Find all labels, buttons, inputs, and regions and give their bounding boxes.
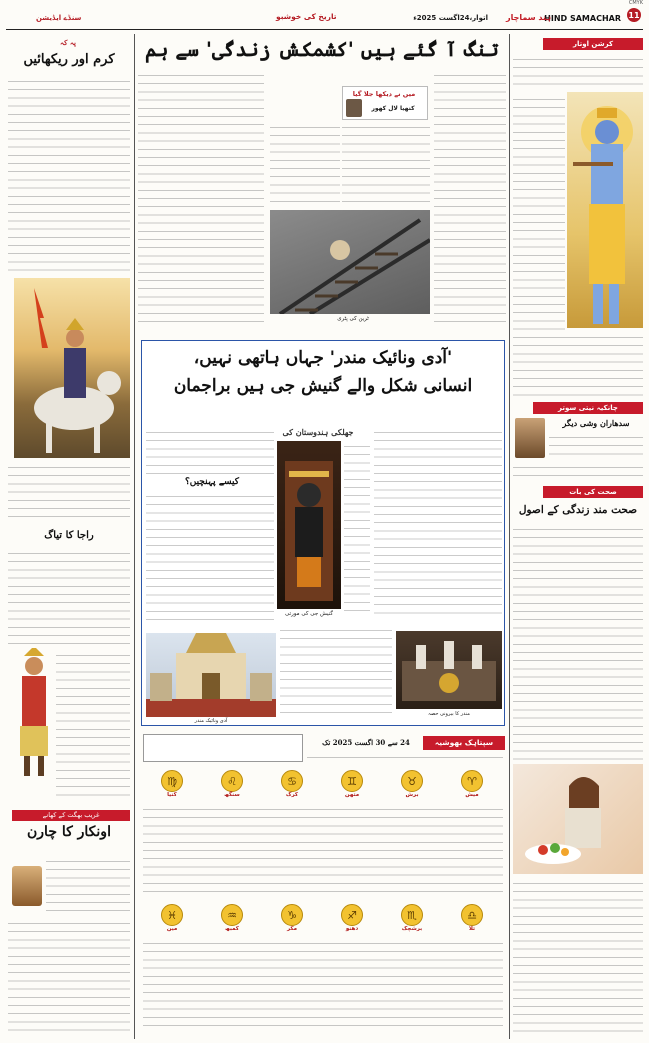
section-label: جھلکی ہندوستان کی bbox=[282, 427, 354, 437]
zodiac-sign: ♈ میش bbox=[445, 770, 499, 798]
horoscope-intro bbox=[307, 752, 503, 764]
horoscope-section bbox=[141, 732, 505, 1036]
ganesha-photo bbox=[277, 441, 341, 609]
astrologer-box bbox=[143, 734, 303, 762]
story-body bbox=[513, 94, 565, 330]
byline: کنھیا لال کھور bbox=[371, 105, 415, 112]
photo-caption: مندر کا بیرونی حصہ bbox=[428, 711, 470, 717]
cancer-icon: ♋ bbox=[281, 770, 303, 792]
woman-with-salad-illustration bbox=[513, 764, 643, 874]
byline-block bbox=[342, 86, 428, 120]
story-body bbox=[513, 524, 643, 762]
feature-body bbox=[344, 441, 370, 611]
sagittarius-icon: ♐ bbox=[341, 904, 363, 926]
top-story-headline: تنگ آ گئے ہیں 'کشمکش زندگی' سے ہم bbox=[145, 37, 499, 61]
left-column-header: پہ کہ bbox=[60, 38, 76, 47]
aries-icon: ♈ bbox=[461, 770, 483, 792]
story-title: اونکار کا چارن bbox=[27, 824, 111, 840]
feature-body bbox=[280, 625, 392, 717]
story-body bbox=[342, 122, 430, 208]
cmyk-mark: CMYK bbox=[628, 0, 643, 6]
taurus-icon: ♉ bbox=[401, 770, 423, 792]
zodiac-sign: ♉ برش bbox=[385, 770, 439, 798]
temple-feature bbox=[141, 340, 505, 726]
health-header: صحت کی بات bbox=[543, 486, 643, 498]
masthead bbox=[6, 0, 643, 30]
chanakya-portrait bbox=[515, 418, 545, 458]
warrior-illustration bbox=[14, 648, 54, 778]
chanakya-text bbox=[549, 432, 643, 460]
story-body bbox=[270, 122, 340, 208]
story-title: کرم اور ریکھائیں bbox=[23, 52, 115, 67]
story-body bbox=[46, 856, 130, 914]
zodiac-sign: ♌ سنگھ bbox=[205, 770, 259, 798]
horoscope-date-range: 24 سے 30 اگست 2025 تک bbox=[322, 738, 410, 747]
section-tag: غریب بھگت کے کھانے bbox=[12, 810, 130, 821]
photo-caption: گنیش جی کی مورتی bbox=[285, 611, 333, 617]
health-title: صحت مند زندگی کے اصول bbox=[518, 504, 638, 516]
top-story bbox=[138, 34, 506, 334]
shrine-photo bbox=[396, 631, 502, 709]
horoscope-header: سپتاہک بھوشیہ bbox=[423, 736, 505, 750]
chanakya-header: چانکیہ نیتی سوتر bbox=[533, 402, 643, 414]
health-photo bbox=[513, 764, 643, 874]
story-body bbox=[8, 918, 130, 1032]
story-body bbox=[8, 76, 130, 274]
story-body bbox=[513, 878, 643, 1032]
zodiac-sign: ♊ متھن bbox=[325, 770, 379, 798]
zodiac-row bbox=[143, 904, 503, 1034]
temple-illustration bbox=[146, 633, 276, 717]
shrine-illustration bbox=[396, 631, 502, 709]
urdu-name: ہند سماچار bbox=[506, 13, 551, 22]
libra-icon: ♎ bbox=[461, 904, 483, 926]
zodiac-sign: ♒ کمبھ bbox=[205, 904, 259, 932]
feature-headline: 'آدی ونائیک مندر' جہاں ہاتھی نہیں، bbox=[193, 348, 453, 368]
pisces-icon: ♓ bbox=[161, 904, 183, 926]
story-body bbox=[513, 332, 643, 396]
feature-body bbox=[146, 491, 274, 621]
logo-text: HIND SAMACHAR bbox=[544, 14, 621, 23]
krishna-painting bbox=[567, 92, 643, 328]
virgo-icon: ♍ bbox=[161, 770, 183, 792]
zodiac-sign: ♎ تلا bbox=[445, 904, 499, 932]
leo-icon: ♌ bbox=[221, 770, 243, 792]
page-number: 11 bbox=[627, 8, 641, 22]
feature-body bbox=[146, 427, 274, 475]
scorpio-icon: ♏ bbox=[401, 904, 423, 926]
capricorn-icon: ♑ bbox=[281, 904, 303, 926]
right-column bbox=[513, 34, 643, 1036]
date-line: اتوار،24اگست 2025ء bbox=[413, 14, 488, 22]
photo-caption: ٹرین کی پٹری bbox=[337, 316, 369, 322]
feature-body bbox=[374, 427, 502, 617]
krishna-header: کرشن اوتار bbox=[543, 38, 643, 50]
story-body bbox=[434, 70, 506, 328]
edition-label: سنڈے ایڈیشن bbox=[36, 14, 82, 22]
story-body bbox=[138, 70, 264, 328]
author-avatar bbox=[346, 99, 362, 117]
story-body bbox=[8, 548, 130, 646]
story-body bbox=[8, 462, 130, 524]
story-body bbox=[56, 650, 130, 800]
horoscope-text bbox=[143, 938, 503, 1030]
zodiac-sign: ♋ کرک bbox=[265, 770, 319, 798]
chanakya-sanskrit: سدھاران وشی دیگر bbox=[562, 418, 630, 428]
aquarius-icon: ♒ bbox=[221, 904, 243, 926]
saint-portrait bbox=[12, 866, 42, 906]
zodiac-sign: ♑ مکر bbox=[265, 904, 319, 932]
rana-pratap-painting bbox=[14, 278, 130, 458]
zodiac-sign: ♐ دھنو bbox=[325, 904, 379, 932]
how-to-reach-heading: کیسے پہنچیں؟ bbox=[184, 477, 240, 487]
horse-rider-illustration bbox=[14, 278, 130, 458]
zodiac-sign: ♍ کنیا bbox=[145, 770, 199, 798]
horoscope-text bbox=[143, 804, 503, 896]
idol-illustration bbox=[277, 441, 341, 609]
subhead: میں نے دیکھا جلا گیا bbox=[352, 90, 416, 98]
chanakya-text bbox=[513, 462, 643, 480]
left-column bbox=[8, 34, 130, 1036]
zodiac-row bbox=[143, 770, 503, 900]
krishna-illustration bbox=[567, 92, 643, 328]
temple-photo bbox=[146, 633, 276, 717]
rail-track-illustration bbox=[270, 210, 430, 314]
section-title: تاریخ کی خوشبو bbox=[276, 12, 337, 21]
feature-headline: انسانی شکل والے گنیش جی ہیں براجمان bbox=[173, 376, 473, 396]
story-title: راجا کا تیاگ bbox=[44, 530, 94, 541]
zodiac-sign: ♏ برشچک bbox=[385, 904, 439, 932]
gemini-icon: ♊ bbox=[341, 770, 363, 792]
top-story-photo bbox=[270, 210, 430, 314]
story-body bbox=[513, 54, 643, 92]
photo-caption: آدی ونائیک مندر bbox=[194, 718, 228, 724]
zodiac-sign: ♓ مین bbox=[145, 904, 199, 932]
